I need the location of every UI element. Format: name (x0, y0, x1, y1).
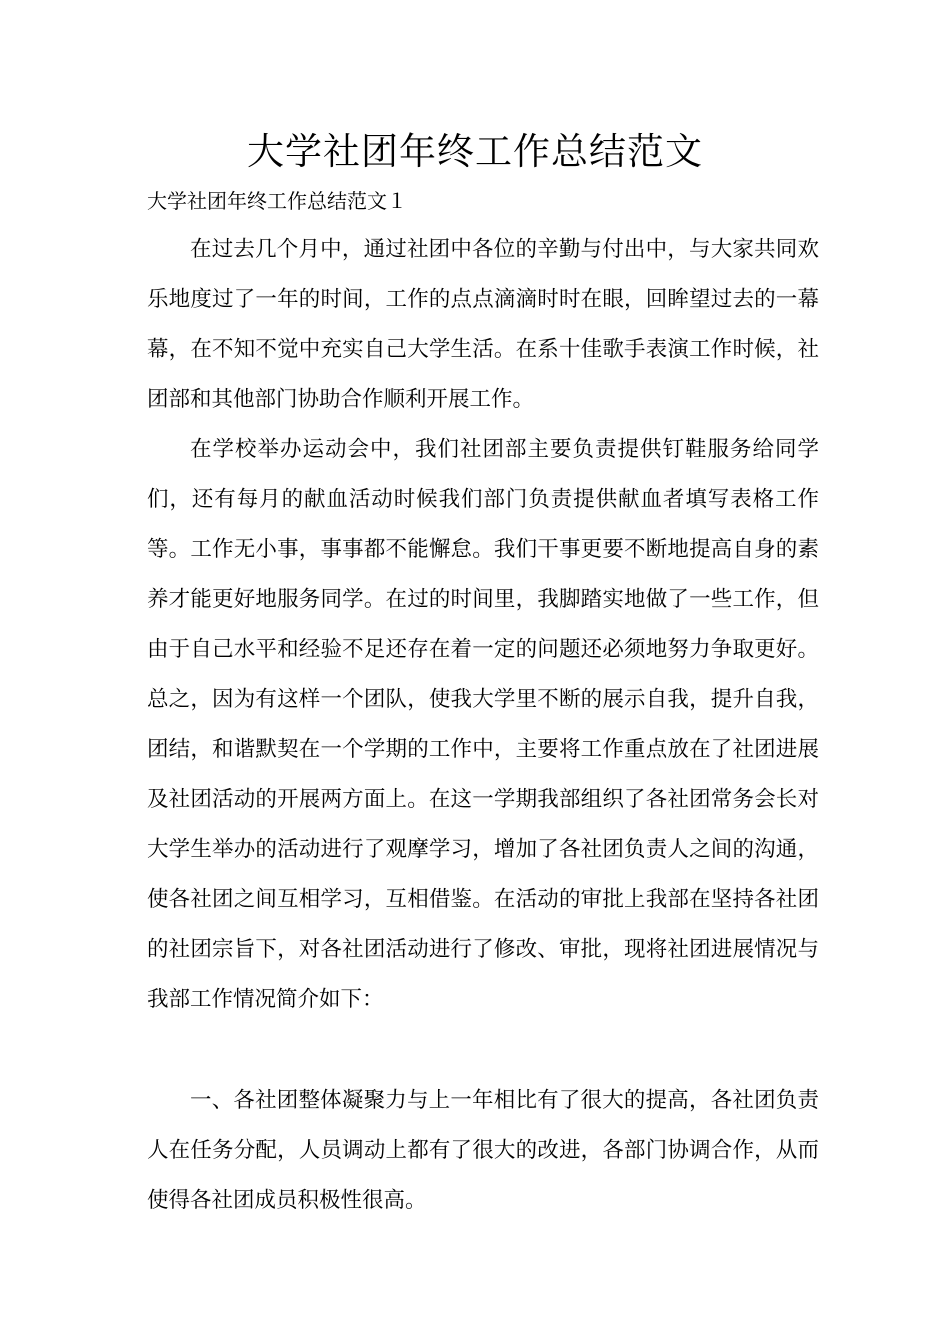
paragraph-1: 在过去几个月中，通过社团中各位的辛勤与付出中，与大家共同欢乐地度过了一年的时间，工作的点点滴滴时时在眼，回眸望过去的一幕幕，在不知不觉中充实自己大学生活。在系十佳歌手表演工作时候，社团部和其他部门协助合作顺利开展工作。 (147, 237, 819, 412)
document-title: 大学社团年终工作总结范文 (247, 130, 703, 173)
paragraph-2: 在学校举办运动会中，我们社团部主要负责提供钉鞋服务给同学们，还有每月的献血活动时候我们部门负责提供献血者填写表格工作等。工作无小事，事事都不能懈怠。我们干事更要不断地提高自身的素养才能更好地服务同学。在过的时间里，我脚踏实地做了一些工作，但由于自己水平和经验不足还存在着一定的问题还必须地努力争取更好。总之，因为有这样一个团队，使我大学里不断的展示自我，提升自我，团结，和谐默契在一个学期的工作中，主要将工作重点放在了社团进展及社团活动的开展两方面上。在这一学期我部组织了各社团常务会长对大学生举办的活动进行了观摩学习，增加了各社团负责人之间的沟通，使各社团之间互相学习，互相借鉴。在活动的审批上我部在坚持各社团的社团宗旨下，对各社团活动进行了修改、审批，现将社团进展情况与我部工作情况简介如下： (147, 437, 819, 1012)
document-subtitle: 大学社团年终工作总结范文１ (147, 189, 407, 213)
paragraph-3: 一、各社团整体凝聚力与上一年相比有了很大的提高，各社团负责人在任务分配，人员调动上都有了很大的改进，各部门协调合作，从而使得各社团成员积极性很高。 (147, 1088, 819, 1213)
